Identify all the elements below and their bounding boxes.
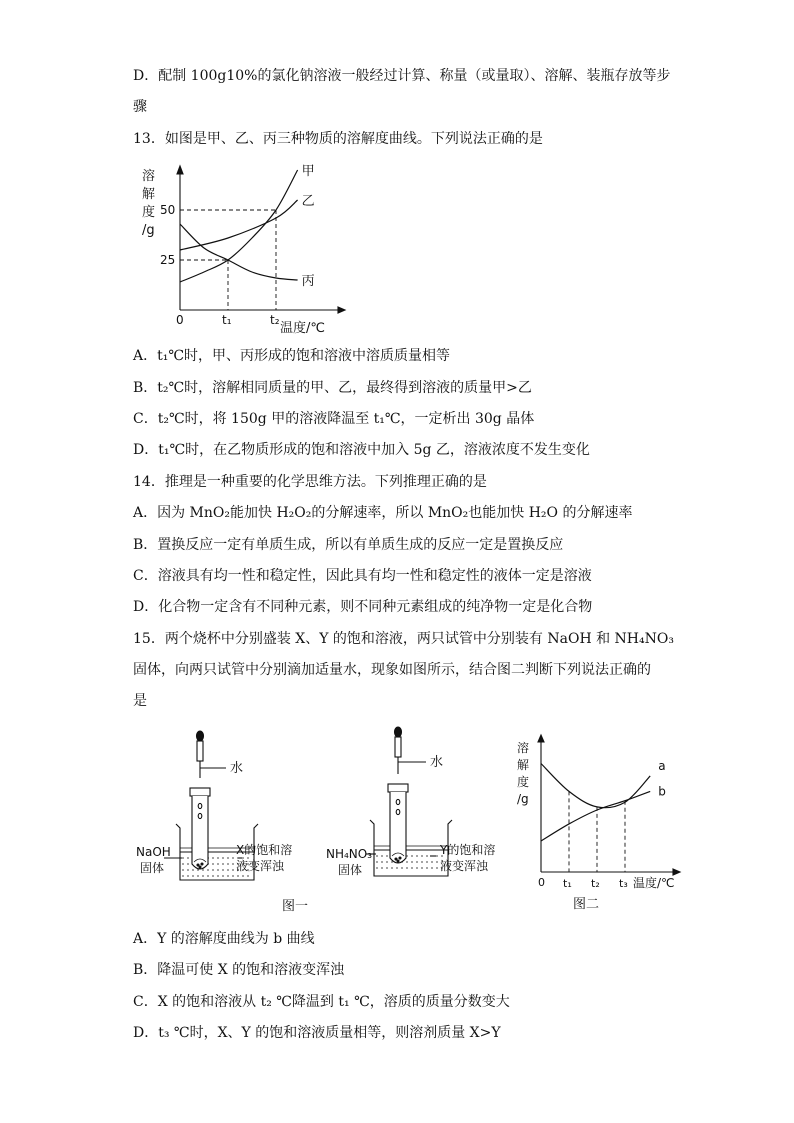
q13-stem: 13．如图是甲、乙、丙三种物质的溶解度曲线。下列说法正确的是	[133, 131, 543, 147]
c1-ylabel-4: /g	[142, 223, 155, 238]
c1-ytick-1: 50	[160, 203, 176, 217]
solution-label-right-2: 液变浑浊	[440, 859, 489, 873]
solid-label-right-2: 固体	[338, 863, 363, 877]
y-axis-arrow	[177, 166, 183, 174]
q15-option-c: C．X 的饱和溶液从 t₂ ℃降温到 t₁ ℃，溶质的质量分数变大	[133, 994, 510, 1010]
solid-label-left-1: NaOH	[136, 845, 171, 859]
c2-ylabel-4: /g	[517, 792, 529, 806]
curve-丙	[180, 224, 298, 280]
dropper-right	[395, 727, 402, 774]
c1-ytick-0: 25	[160, 253, 176, 267]
q15-option-a: A．Y 的溶解度曲线为 b 曲线	[133, 931, 315, 947]
solution-label-right-1: Y的饱和溶	[440, 843, 496, 857]
q13-solubility-chart	[140, 160, 350, 338]
q14-option-c: C．溶液具有均一性和稳定性，因此具有均一性和稳定性的液体一定是溶液	[133, 568, 592, 584]
q15-stem-line1: 15．两个烧杯中分别盛装 X、Y 的饱和溶液，两只试管中分别装有 NaOH 和 NH₄NO₃	[133, 631, 674, 647]
q12-option-d-line1: D．配制 100g10%的氯化钠溶液一般经过计算、称量（或量取）、溶解、装瓶存放等步	[133, 68, 671, 84]
x-axis-arrow	[338, 307, 345, 313]
q14-option-a: A．因为 MnO₂能加快 H₂O₂的分解速率，所以 MnO₂也能加快 H₂O 的分解速率	[133, 505, 633, 521]
c2-xlabel: 温度/℃	[633, 876, 675, 890]
solution-label-left-1: X的饱和溶	[236, 843, 293, 857]
q15-option-d: D．t₃ ℃时，X、Y 的饱和溶液质量相等，则溶剂质量 X>Y	[133, 1025, 501, 1041]
q13-option-b: B．t₂℃时，溶解相同质量的甲、乙，最终得到溶液的质量甲>乙	[133, 380, 532, 396]
dropper-left	[197, 731, 204, 778]
test-tube-left	[190, 788, 210, 869]
y-axis-arrow	[538, 735, 544, 742]
q13-option-d: D．t₁℃时，在乙物质形成的饱和溶液中加入 5g 乙，溶液浓度不发生变化	[133, 442, 590, 458]
q15-stem-line3: 是	[133, 693, 147, 709]
x-axis-arrow	[673, 869, 680, 875]
c1-ylabel-1: 溶	[142, 169, 156, 184]
q13-option-a: A．t₁℃时，甲、丙形成的饱和溶液中溶质质量相等	[133, 348, 451, 364]
left-apparatus	[164, 731, 258, 880]
q15-stem-line2: 固体，向两只试管中分别滴加适量水，现象如图所示，结合图二判断下列说法正确的	[133, 662, 651, 678]
c1-ylabel-2: 解	[142, 187, 156, 202]
c2-ylabel-1: 溶	[517, 741, 530, 755]
c2-xtick-0: t₁	[563, 877, 572, 890]
q15-figure-one	[130, 722, 510, 916]
c1-ylabel-3: 度	[142, 205, 156, 220]
curve-label-b: b	[658, 784, 666, 799]
water-label-right: 水	[430, 755, 444, 770]
curve-label-a: a	[658, 758, 666, 773]
c2-xtick-1: t₂	[591, 877, 600, 890]
q14-option-b: B．置换反应一定有单质生成，所以有单质生成的反应一定是置换反应	[133, 537, 564, 553]
figure-one-caption: 图一	[282, 899, 309, 914]
curve-label-乙: 乙	[301, 194, 315, 209]
solid-label-right-1: NH₄NO₃	[326, 847, 373, 861]
c2-ylabel-2: 解	[517, 758, 530, 772]
q13-option-c: C．t₂℃时，将 150g 甲的溶液降温至 t₁℃，一定析出 30g 晶体	[133, 411, 535, 427]
q15-option-b: B．降温可使 X 的饱和溶液变浑浊	[133, 962, 345, 978]
solution-label-left-2: 液变浑浊	[236, 859, 285, 873]
q15-solubility-chart	[515, 732, 685, 912]
c2-caption: 图二	[573, 897, 600, 912]
q12-option-d-line2: 骤	[133, 99, 147, 115]
c1-xlabel: 温度/℃	[280, 321, 325, 336]
c2-xtick-2: t₃	[619, 877, 628, 890]
solid-label-left-2: 固体	[140, 861, 165, 875]
q14-option-d: D．化合物一定含有不同种元素，则不同种元素组成的纯净物一定是化合物	[133, 599, 593, 615]
c1-xtick-1: t₂	[270, 313, 280, 327]
c1-xtick-0: t₁	[222, 313, 232, 327]
curve-label-甲: 甲	[301, 164, 315, 179]
c2-ylabel-3: 度	[517, 775, 530, 789]
c1-origin: 0	[176, 313, 184, 327]
curve-b	[541, 791, 650, 841]
water-label-left: 水	[230, 761, 244, 776]
curve-a	[541, 764, 650, 808]
curve-label-丙: 丙	[301, 274, 315, 289]
test-tube-right	[388, 784, 408, 863]
c2-origin: 0	[538, 876, 545, 889]
q14-stem: 14．推理是一种重要的化学思维方法。下列推理正确的是	[133, 474, 487, 490]
